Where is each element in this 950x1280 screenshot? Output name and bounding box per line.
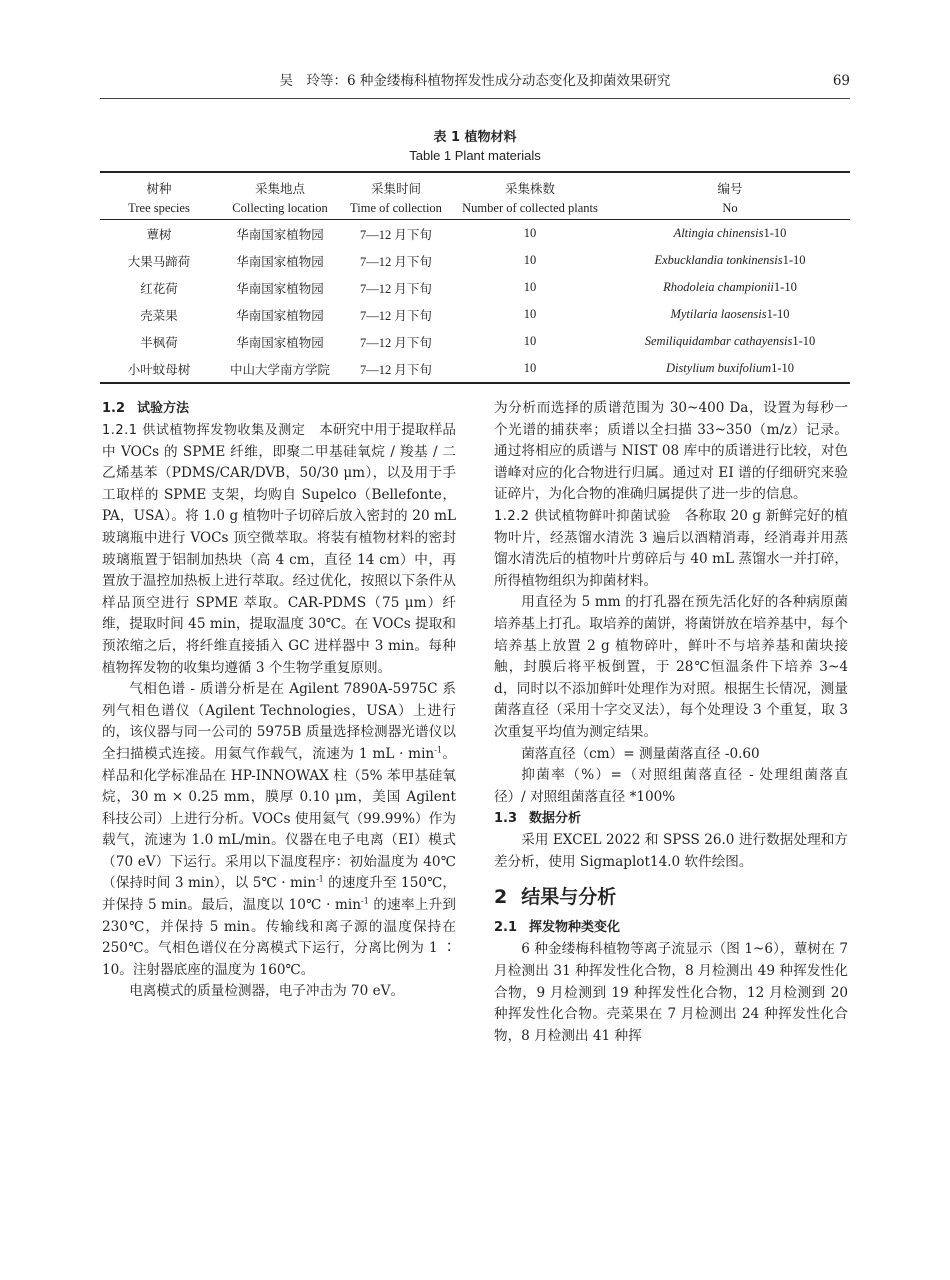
column-header: 采集地点	[218, 172, 342, 198]
cell-species: 壳菜果	[140, 308, 178, 323]
cell-no	[610, 328, 850, 355]
running-header	[100, 64, 850, 99]
cell-count: 10	[523, 280, 537, 294]
cell-count: 10	[523, 307, 537, 321]
left-column	[102, 398, 456, 1003]
table-row	[100, 274, 850, 301]
right-column	[494, 398, 848, 1047]
scientific-name: Altingia chinensis	[673, 226, 764, 240]
scientific-name: Semiliquidambar cathayensis	[644, 334, 793, 348]
cell-no	[610, 220, 850, 248]
cell-time: 7—12 月下旬	[360, 335, 432, 350]
number-range: 1-10	[782, 253, 806, 267]
paragraph-mass-range: 为分析而选择的质谱范围为 30~400 Da，设置为每秒一个光谱的捕获率；质谱以全扫描 33~350（m/z）记录。通过将相应的质谱与 NIST 08 库中的质谱进行比较，对色谱峰对应的化合物进行归属。通过对 EI 谱的仔细研究来验证碎片，为化合物的准确归属提供了进一步的信息。	[494, 400, 848, 503]
subsection-heading-1-2-2: 1.2.2 供试植物鲜叶抑菌试验	[494, 508, 672, 524]
cell-species: 大果马蹄荷	[127, 254, 191, 269]
number-range: 1-10	[763, 226, 787, 240]
formula-inhibition-rate: 抑菌率（%）=（对照组菌落直径 - 处理组菌落直径）/ 对照组菌落直径 *100%	[494, 767, 848, 805]
table-row	[100, 328, 850, 355]
number-range: 1-10	[771, 361, 795, 375]
cell-location: 华南国家植物园	[236, 254, 324, 269]
cell-count: 10	[450, 355, 610, 383]
cell-time: 7—12 月下旬	[342, 355, 450, 383]
paragraph-1-2-2: 1.2.2 供试植物鲜叶抑菌试验 各称取 20 g 新鲜完好的植物叶片，经蒸馏水清洗 3 遍后以酒精消毒，经消毒并用蒸馏水清洗后的植物叶片剪碎后与 40 mL 蒸馏水一并打碎，所得植物组织为抑菌材料。	[494, 507, 848, 589]
table-header-row-zh	[100, 172, 850, 198]
section-heading-2-1: 2.1 挥发物种类变化	[494, 920, 621, 936]
cell-no	[610, 247, 850, 274]
table-row	[100, 301, 850, 328]
table-row	[100, 355, 850, 383]
section-heading-1-2: 1.2 试验方法	[102, 401, 190, 416]
number-range: 1-10	[773, 280, 797, 294]
cell-location: 华南国家植物园	[236, 227, 324, 242]
scientific-name: Distylium buxifolium	[665, 361, 772, 375]
column-header: Tree species	[100, 198, 218, 220]
cell-no	[610, 355, 850, 383]
cell-location: 华南国家植物园	[236, 281, 324, 296]
formula-colony-diameter: 菌落直径（cm）= 测量菌落直径 -0.60	[521, 745, 760, 762]
section-heading-2: 2 结果与分析	[494, 886, 617, 909]
scientific-name: Mytilaria laosensis	[670, 307, 767, 321]
number-range: 1-10	[766, 307, 790, 321]
table-caption-zh: 表 1 植物材料	[433, 130, 517, 145]
running-title: 吴 玲等：6 种金缕梅科植物挥发性成分动态变化及抑菌效果研究	[279, 73, 671, 89]
cell-species: 红花荷	[140, 281, 178, 296]
cell-time: 7—12 月下旬	[360, 254, 432, 269]
column-header: No	[610, 198, 850, 220]
column-header: Collecting location	[218, 198, 342, 220]
cell-location: 华南国家植物园	[236, 335, 324, 350]
cell-count: 10	[523, 253, 537, 267]
cell-time: 7—12 月下旬	[360, 227, 432, 242]
paragraph-gcms: 气相色谱 - 质谱分析是在 Agilent 7890A-5975C 系列气相色谱仪（Agilent Technologies，USA）上进行的，该仪器与同一公司的 5975B 质量选择检测器光谱仪以全扫描模式连接。用氦气作载气，流速为 1 mL · $\min^{-1}$。样品和化学标准品在 HP-INNOWAX 柱（5% 苯甲基硅氧烷，30 m × 0.25 mm，膜厚 0.10 μm，美国 Agilent 科技公司）上进行分析。VOCs 使用氦气（99.99%）作为载气，流速为 1.0 mL/min。仪器在电子电离（EI）模式（70 eV）下运行。采用以下温度程序：初始温度为 40℃（保持时间 3 min），以 5℃ · $\min^{-1}$ 的速度升至 150℃，并保持 5 min。最后，温度以 10℃ · $\min^{-1}$ 的速率上升到 230℃，并保持 5 min。传输线和离子源的温度保持在 250℃。气相色谱仪在分离模式下运行，分离比例为 1 ∶ 10。注射器底座的温度为 160℃。	[102, 681, 457, 978]
column-header: 采集株数	[450, 172, 610, 198]
cell-location: 中山大学南方学院	[218, 355, 342, 383]
cell-time: 7—12 月下旬	[360, 308, 432, 323]
section-heading-1-3: 1.3 数据分析	[494, 811, 582, 827]
scientific-name: Rhodoleia championii	[663, 280, 774, 294]
cell-species: 小叶蚊母树	[100, 355, 218, 383]
cell-species: 蕈树	[146, 227, 172, 242]
cell-count: 10	[523, 226, 537, 240]
paragraph-antibacterial: 用直径为 5 mm 的打孔器在预先活化好的各种病原菌培养基上打孔。取培养的菌饼，将菌饼放在培养基中，每个培养基上放置 2 g 植物碎叶，鲜叶不与培养基和菌块接触，封膜后将平板倒置，于 28℃恒温条件下培养 3~4 d，同时以不添加鲜叶处理作为对照。根据生长情况，测量菌落直径（采用十字交叉法），每个处理设 3 个重复，取 3 次重复平均值为测定结果。	[494, 594, 848, 740]
column-header: Time of collection	[342, 198, 450, 220]
column-header: Number of collected plants	[450, 198, 610, 220]
cell-location: 华南国家植物园	[236, 308, 324, 323]
paragraph-1-2-1: 1.2.1 供试植物挥发物收集及测定 本研究中用于提取样品中 VOCs 的 SPME 纤维，即聚二甲基硅氧烷 / 羧基 / 二乙烯基苯（PDMS/CAR/DVB，50/30 μm），以及用于手工取样的 SPME 支架，均购自 Supelco（Bellefonte，PA，USA）。将 1.0 g 植物叶子切碎后放入密封的 20 mL 玻璃瓶中进行 VOCs 顶空微萃取。将装有植物材料的密封玻璃瓶置于铝制加热块（高 4 cm，直径 14 cm）中，再置放于温控加热板上进行萃取。经过优化，按照以下条件从样品顶空进行 SPME 萃取。CAR-PDMS（75 μm）纤维，提取时间 45 min，提取温度 30℃。在 VOCs 提取和预浓缩之后，将纤维直接插入 GC 进样器中 3 min。每种植物挥发物的收集均遵循 3 个生物学重复原则。	[102, 422, 456, 676]
paragraph-volatile-types: 6 种金缕梅科植物等离子流显示（图 1~6），蕈树在 7 月检测出 31 种挥发性化合物，8 月检测出 49 种挥发性化合物，9 月检测到 19 种挥发性化合物，12 月检测到 20 种挥发性化合物。壳菜果在 7 月检测出 24 种挥发性化合物，8 月检测出 41 种挥	[494, 941, 848, 1044]
paragraph-data-analysis: 采用 EXCEL 2022 和 SPSS 26.0 进行数据处理和方差分析，使用 Sigmaplot14.0 软件绘图。	[494, 832, 848, 870]
plant-materials-table	[100, 171, 850, 384]
cell-time: 7—12 月下旬	[360, 281, 432, 296]
cell-no	[610, 274, 850, 301]
page-number: 69	[832, 73, 850, 89]
column-header: 采集时间	[342, 172, 450, 198]
table-row	[100, 247, 850, 274]
column-header: 编号	[610, 172, 850, 198]
subsection-heading-1-2-1: 1.2.1 供试植物挥发物收集及测定	[102, 423, 306, 438]
scientific-name: Exbucklandia tonkinensis	[654, 253, 783, 267]
column-header: 树种	[100, 172, 218, 198]
table-caption-en: Table 1 Plant materials	[409, 148, 541, 163]
table-row	[100, 220, 850, 248]
cell-count: 10	[523, 334, 537, 348]
table-header-row-en	[100, 198, 850, 220]
cell-no	[610, 301, 850, 328]
number-range: 1-10	[792, 334, 816, 348]
paragraph-ionization: 电离模式的质量检测器，电子冲击为 70 eV。	[129, 983, 405, 1000]
cell-species: 半枫荷	[140, 335, 178, 350]
